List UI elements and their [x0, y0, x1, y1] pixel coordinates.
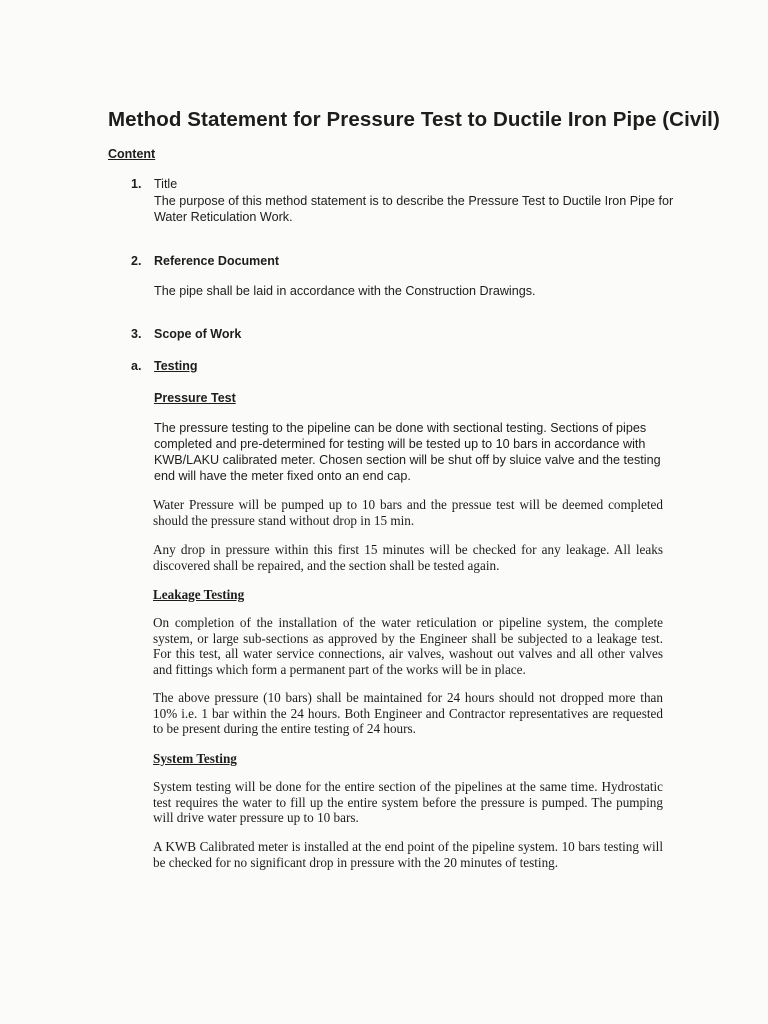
section-2-heading: Reference Document — [154, 254, 280, 268]
system-testing-heading: System Testing — [153, 751, 237, 766]
section-1-number: 1. — [131, 177, 142, 191]
section-1-body: The purpose of this method statement is to describe the Pressure Test to Ductile Iron Pipe for Water Reticulation Work. — [154, 194, 674, 224]
leakage-testing-heading: Leakage Testing — [153, 587, 245, 602]
content-label: Content — [108, 147, 156, 161]
section-3-number: 3. — [131, 327, 142, 341]
pressure-test-para-3: Any drop in pressure within this first 15 minutes will be checked for any leakage. All leaks discovered shall be repaired, and the section shall be tested again. — [153, 542, 663, 573]
subsection-a-heading: Testing — [154, 359, 198, 373]
pressure-test-para-1: The pressure testing to the pipeline can be done with sectional testing. Sections of pipes completed and pre-determined for testing will be tested up to 10 bars in accordance with KWB/LAKU calibrated meter. Chosen section will be shut off by sluice valve and the testing end will have the meter fixed onto an end cap. — [154, 421, 661, 483]
leakage-testing-para-1: On completion of the installation of the water reticulation or pipeline system, the complete system, or large sub-sections as approved by the Engineer shall be subjected to a leakage test. For this test, all water service connections, air valves, washout out valves and all other valves and fittings which form a permanent part of the works will be in place. — [153, 615, 663, 677]
leakage-testing-para-2: The above pressure (10 bars) shall be maintained for 24 hours should not dropped more than 10% i.e. 1 bar within the 24 hours. Both Engineer and Contractor representatives are requested to be present during the entire testing of 24 hours. — [153, 690, 663, 736]
pressure-test-heading: Pressure Test — [154, 391, 236, 405]
section-2-body: The pipe shall be laid in accordance with the Construction Drawings. — [154, 284, 536, 298]
section-2-number: 2. — [131, 254, 142, 268]
subsection-a-letter: a. — [131, 359, 142, 373]
section-1-heading: Title — [154, 177, 178, 191]
pressure-test-para-2: Water Pressure will be pumped up to 10 bars and the pressue test will be deemed completed should the pressure stand without drop in 15 min. — [153, 497, 663, 528]
system-testing-para-1: System testing will be done for the entire section of the pipelines at the same time. Hydrostatic test requires the water to fill up the entire system before the pressure is pumped. The pumping will drive water pressure up to 10 bars. — [153, 779, 663, 825]
section-3-heading: Scope of Work — [154, 327, 242, 341]
system-testing-para-2: A KWB Calibrated meter is installed at the end point of the pipeline system. 10 bars testing will be checked for no significant drop in pressure with the 20 minutes of testing. — [153, 839, 663, 870]
document-title: Method Statement for Pressure Test to Ductile Iron Pipe (Civil) — [108, 108, 720, 131]
